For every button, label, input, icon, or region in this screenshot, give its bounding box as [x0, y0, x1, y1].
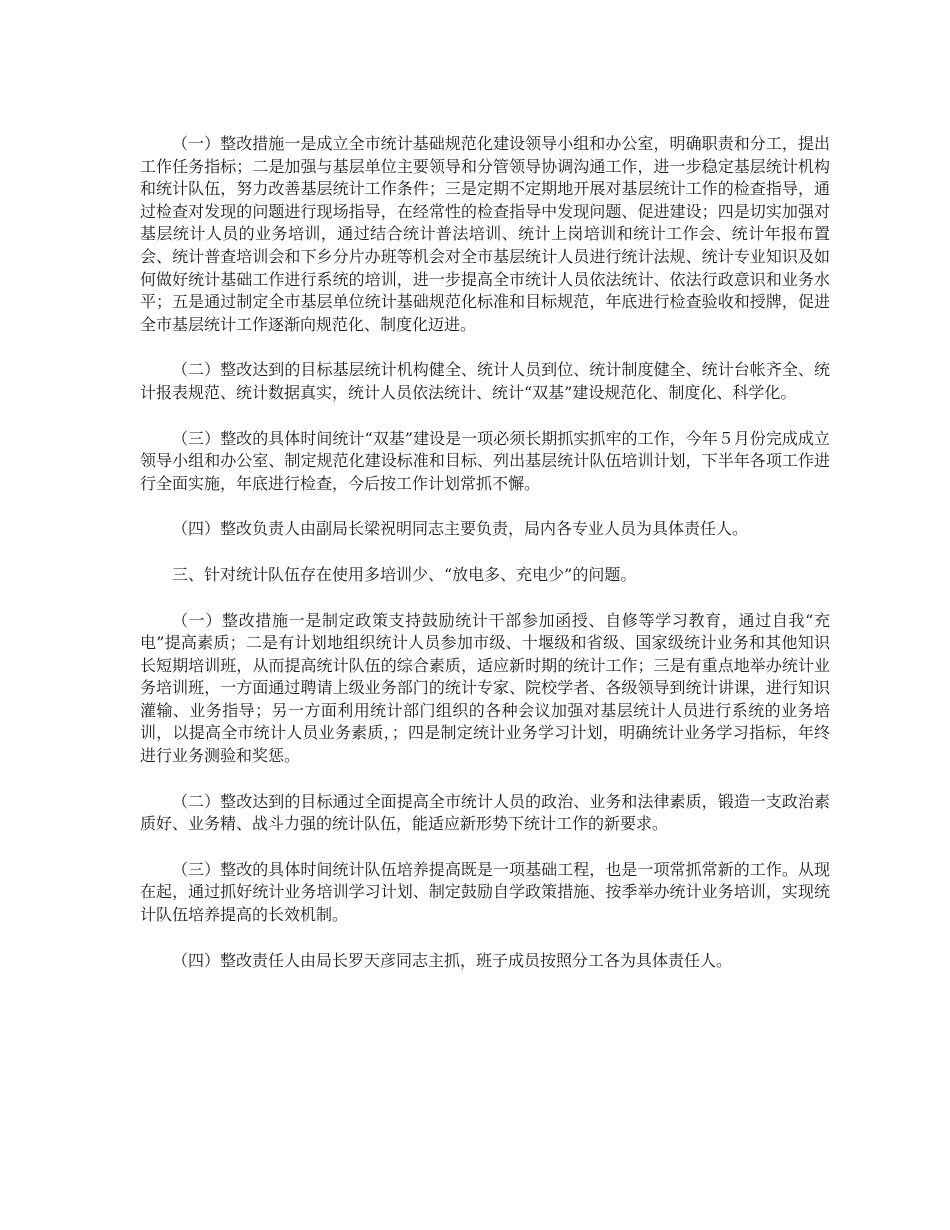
section-heading-3: 三、针对统计队伍存在使用多培训少、“放电多、充电少”的问题。: [172, 564, 637, 584]
document-page: [140, 133, 830, 995]
paragraph-2: （二）整改达到的目标基层统计机构健全、统计人员到位、统计制度健全、统计台帐齐全、统计报表规范、统计数据真实，统计人员依法统计、统计“双基”建设规范化、制度化、科学化。: [140, 360, 830, 402]
paragraph-7: （三）整改的具体时间统计队伍培养提高既是一项基础工程，也是一项常抓常新的工作。从现在起，通过抓好统计业务培训学习计划、制定鼓励自学政策措施、按季举办统计业务培训，实现统计队伍培养提高的长效机制。: [140, 859, 830, 925]
paragraph-6: （二）整改达到的目标通过全面提高全市统计人员的政治、业务和法律素质，锻造一支政治素质好、业务精、战斗力强的统计队伍，能适应新形势下统计工作的新要求。: [140, 791, 830, 834]
paragraph-5: （一）整改措施一是制定政策支持鼓励统计干部参加函授、自修等学习教育，通过自我“充电”提高素质；二是有计划地组织统计人员参加市级、十堰级和省级、国家级统计业务和其他知识长短期培训班，从而提高统计队伍的综合素质，适应新时期的统计工作；三是有重点地举办统计业务培训班，一方面通过聘请上级业务部门的统计专家、院校学者、各级领导到统计讲课，进行知识灌输、业务指导；另一方面利用统计部门组织的各种会议加强对基层统计人员进行系统的业务培训，以提高全市统计人员业务素质，；四是制定统计业务学习计划，明确统计业务学习指标，年终进行业务测验和奖惩。: [140, 610, 830, 766]
paragraph-1: （一）整改措施一是成立全市统计基础规范化建设领导小组和办公室，明确职责和分工，提出工作任务指标；二是加强与基层单位主要领导和分管领导协调沟通工作，进一步稳定基层统计机构和统计队伍，努力改善基层统计工作条件；三是定期不定期地开展对基层统计工作的检查指导，通过检查对发现的问题进行现场指导，在经常性的检查指导中发现问题、促进建设；四是切实加强对基层统计人员的业务培训，通过结合统计普法培训、统计上岗培训和统计工作会、统计年报布置会、统计普查培训会和下乡分片办班等机会对全市基层统计人员进行统计法规、统计专业知识及如何做好统计基础工作进行系统的培训，进一步提高全市统计人员依法统计、依法行政意识和业务水平；五是通过制定全市基层单位统计基础规范化标准和目标规范，年底进行检查验收和授牌，促进全市基层统计工作逐渐向规范化、制度化迈进。: [140, 134, 830, 334]
paragraph-8: （四）整改责任人由局长罗天彦同志主抓，班子成员按照分工各为具体责任人。: [172, 950, 733, 970]
paragraph-4: （四）整改负责人由副局长梁祝明同志主要负责，局内各专业人员为具体责任人。: [172, 519, 749, 539]
paragraph-3: （三）整改的具体时间统计“双基”建设是一项必须长期抓实抓牢的工作，今年５月份完成成立领导小组和办公室、制定规范化建设标准和目标、列出基层统计队伍培训计划，下半年各项工作进行全面实施，年底进行检查，今后按工作计划常抓不懈。: [140, 428, 830, 493]
